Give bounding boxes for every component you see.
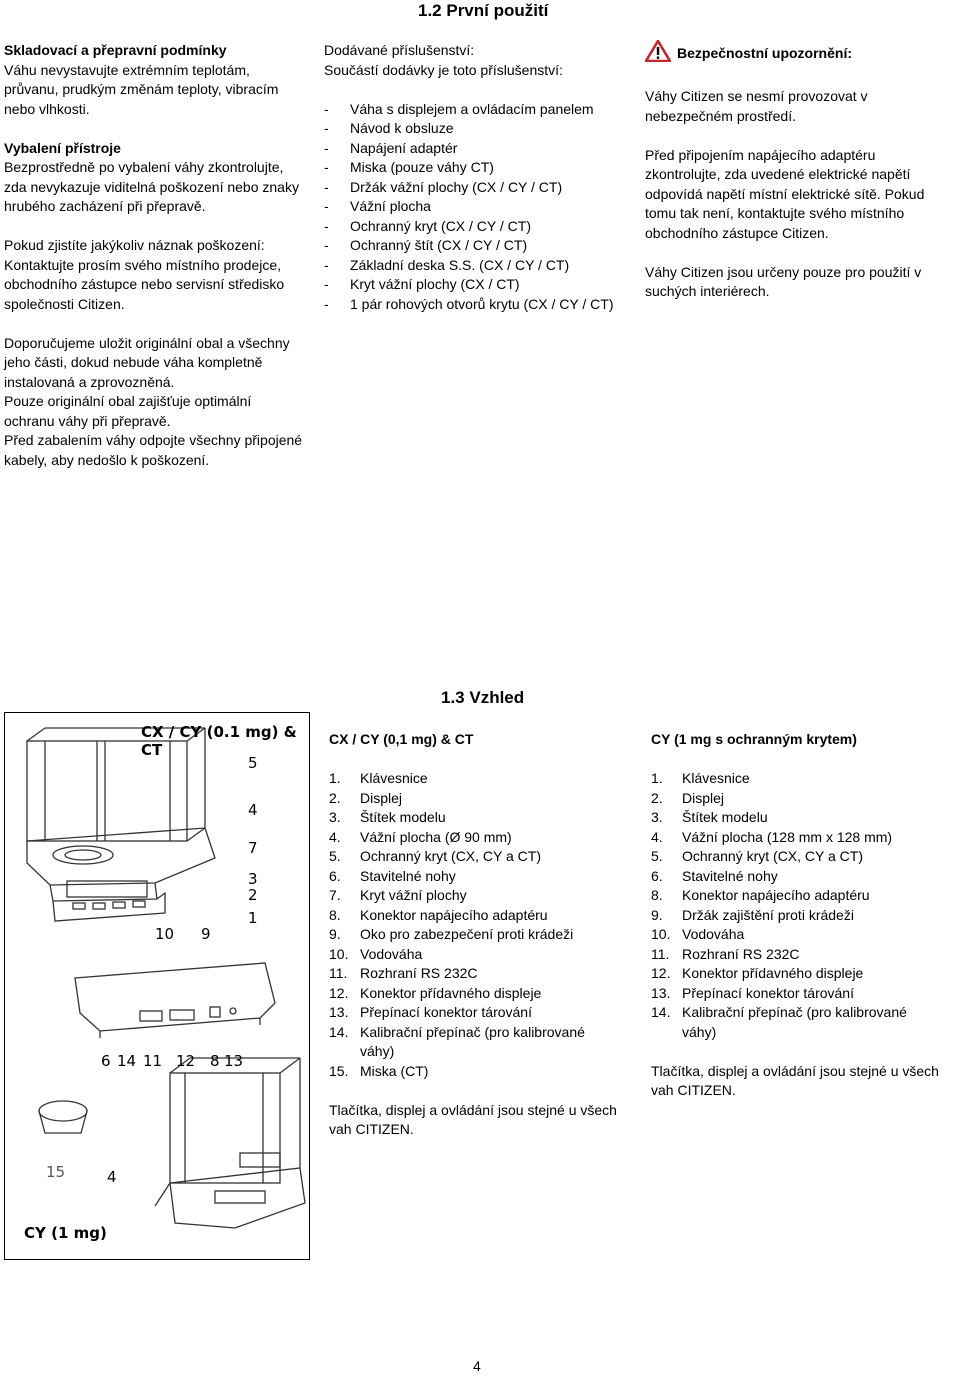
accessories-intro: Dodávané příslušenství: (324, 42, 475, 58)
callout-9: 9 (201, 925, 211, 943)
parts-list-cx-heading: CX / CY (0,1 mg) & CT (329, 731, 474, 747)
safety-text-1: Váhy Citizen se nesmí provozovat v nebezpečném prostředí. (645, 88, 868, 124)
list-item: 7. Kryt vážní plochy (329, 887, 467, 903)
parts-list-cy-items (651, 769, 951, 1042)
parts-list-cy-note: Tlačítka, displej a ovládání jsou stejné u všech vah CITIZEN. (651, 1062, 939, 1098)
parts-list-cx (329, 730, 629, 1140)
damage-text: Pokud zjistíte jakýkoliv náznak poškození: Kontaktujte prosím svého místního prodejce, obchodního zástupce nebo servisní středisko společnosti Citizen. (4, 237, 285, 312)
safety-text-3: Váhy Citizen jsou určeny pouze pro použití v suchých interiérech. (645, 263, 922, 299)
list-item: 9. Oko pro zabezpečení proti krádeži (329, 926, 574, 942)
list-item: - Ochranný kryt (CX / CY / CT) (324, 217, 634, 237)
list-item: 1. Klávesnice (651, 770, 750, 786)
callout-8: 8 (210, 1052, 220, 1070)
section-title-first-use: 1.2 První použití (418, 1, 549, 20)
callout-7: 7 (248, 839, 258, 857)
list-item: 1. Klávesnice (329, 770, 428, 786)
callout-6: 6 (101, 1052, 111, 1070)
accessories-subintro: Součástí dodávky je toto příslušenství: (324, 61, 563, 78)
callout-10: 10 (155, 925, 175, 943)
list-item: 12. Konektor přídavného displeje (651, 965, 864, 981)
callout-13: 13 (224, 1052, 244, 1070)
callout-5: 5 (248, 754, 258, 772)
accessories-list (324, 100, 634, 315)
storage-heading: Skladovací a přepravní podmínky (4, 42, 227, 58)
unpack-heading: Vybalení přístroje (4, 139, 121, 156)
list-item: 2. Displej (329, 789, 403, 806)
balance-illustration (4, 712, 310, 1260)
list-item: 15. Miska (CT) (329, 1062, 429, 1079)
list-item: 2. Displej (651, 789, 725, 806)
list-item: 11. Rozhraní RS 232C (651, 945, 800, 962)
list-item: 4. Vážní plocha (Ø 90 mm) (329, 828, 512, 845)
list-item: - 1 pár rohových otvorů krytu (CX / CY / CT) (324, 295, 634, 315)
unpack-text: Bezprostředně po vybalení váhy zkontrolujte, zda nevykazuje viditelná poškození nebo znaky hrubého zacházení při přepravě. (4, 159, 299, 214)
list-item: 5. Ochranný kryt (CX, CY a CT) (329, 848, 542, 864)
list-item: 14. Kalibrační přepínač (pro kalibrované váhy) (329, 1023, 585, 1059)
list-item: 3. Štítek modelu (329, 809, 446, 825)
parts-list-cy-heading: CY (1 mg s ochranným krytem) (651, 731, 857, 747)
parts-list-cy (651, 730, 951, 1101)
column-accessories (324, 41, 634, 314)
list-item: - Miska (pouze váhy CT) (324, 158, 634, 178)
list-item: - Návod k obsluze (324, 119, 634, 139)
parts-list-cx-items (329, 769, 629, 1081)
figure-label-top: CX / CY (0.1 mg) & CT (141, 723, 297, 759)
column-safety (645, 40, 945, 302)
packaging-text-3: Před zabalením váhy odpojte všechny připojené kabely, aby nedošlo k poškození. (4, 432, 303, 468)
callout-4-lower: 4 (107, 1168, 117, 1186)
safety-text-2: Před připojením napájecího adaptéru zkontrolujte, zda uvedené elektrické napětí odpovídá napětí místní elektrické sítě. Pokud tomu tak není, kontaktujte svého místního obchodního zástupce Citizen. (645, 146, 925, 241)
list-item: - Vážní plocha (324, 197, 634, 217)
callout-15: 15 (46, 1163, 66, 1181)
callout-12: 12 (176, 1052, 196, 1070)
figure-label-bottom: CY (1 mg) (24, 1224, 107, 1242)
list-item: 9. Držák zajištění proti krádeži (651, 906, 854, 923)
warning-triangle-icon (645, 40, 671, 68)
safety-heading: Bezpečnostní upozornění: (677, 45, 852, 61)
list-item: 4. Vážní plocha (128 mm x 128 mm) (651, 828, 893, 845)
safety-heading-row (645, 40, 945, 68)
list-item: 13. Přepínací konektor tárování (651, 984, 854, 1001)
list-item: 12. Konektor přídavného displeje (329, 984, 542, 1001)
callout-3: 3 (248, 870, 258, 888)
list-item: - Ochranný štít (CX / CY / CT) (324, 236, 634, 256)
list-item: 6. Stavitelné nohy (651, 867, 778, 884)
packaging-text-1: Doporučujeme uložit originální obal a všechny jeho části, dokud nebude váha kompletně instalovaná a zprovozněná. (4, 334, 290, 390)
list-item: - Kryt vážní plochy (CX / CT) (324, 275, 634, 295)
section-title-appearance: 1.3 Vzhled (441, 688, 525, 707)
page-number: 4 (473, 1358, 481, 1374)
callout-14: 14 (117, 1052, 137, 1070)
packaging-text-2: Pouze originální obal zajišťuje optimální ochranu váhy při přepravě. (4, 393, 252, 429)
list-item: 6. Stavitelné nohy (329, 867, 456, 884)
list-item: - Váha s displejem a ovládacím panelem (324, 100, 634, 120)
callout-11: 11 (143, 1052, 163, 1070)
callout-2: 2 (248, 886, 258, 904)
list-item: - Základní deska S.S. (CX / CY / CT) (324, 256, 634, 276)
list-item: 5. Ochranný kryt (CX, CY a CT) (651, 848, 864, 864)
list-item: 11. Rozhraní RS 232C (329, 965, 478, 981)
list-item: 10. Vodováha (329, 945, 423, 962)
parts-list-cx-note: Tlačítka, displej a ovládání jsou stejné u všech vah CITIZEN. (329, 1101, 617, 1137)
storage-text: Váhu nevystavujte extrémním teplotám, průvanu, prudkým změnám teploty, vibracím nebo vlhkosti. (4, 61, 279, 117)
list-item: 13. Přepínací konektor tárování (329, 1004, 532, 1020)
list-item: 3. Štítek modelu (651, 809, 768, 825)
list-item: 10. Vodováha (651, 926, 745, 942)
callout-1: 1 (248, 909, 258, 927)
list-item: 8. Konektor napájecího adaptéru (329, 906, 548, 923)
list-item: 8. Konektor napájecího adaptéru (651, 887, 870, 903)
column-storage-unpacking (4, 41, 304, 470)
list-item: 14. Kalibrační přepínač (pro kalibrované váhy) (651, 1004, 907, 1040)
list-item: - Napájení adaptér (324, 139, 634, 159)
list-item: - Držák vážní plochy (CX / CY / CT) (324, 178, 634, 198)
callout-4: 4 (248, 801, 258, 819)
